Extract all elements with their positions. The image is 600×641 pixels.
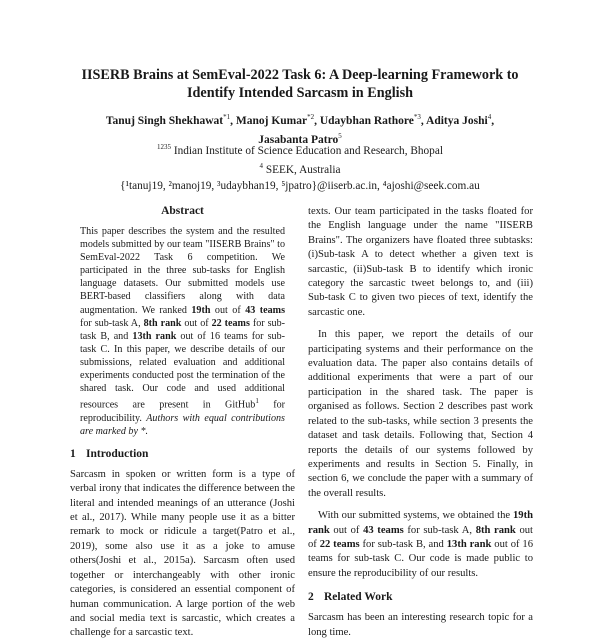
author-mark: *3 xyxy=(413,113,421,121)
affiliation-mark: 4 xyxy=(259,162,263,171)
section-title: Introduction xyxy=(86,447,149,460)
right-column xyxy=(308,205,533,640)
author-name: Udaybhan Rathore xyxy=(319,114,414,127)
affiliation-1 xyxy=(40,140,560,159)
author-name: Tanuj Singh Shekhawat xyxy=(105,114,224,127)
right-paragraph-3: With our submitted systems, we obtained the 19th rank out of 43 teams for sub-task A, 8th rank out of 22 teams for sub-task B, and 13th rank out of 16 teams for sub-task C. Our code is made public to ensure the reproducibility of our results. xyxy=(308,510,533,579)
author-name: Aditya Joshi xyxy=(426,114,488,127)
abstract-text: This paper describes the system and the resulted models submitted by our team "IISERB Brains" to SemEval-2022 Task 6 competition. We participated in the three sub-tasks for English language datasets. Our submitted models use BERT-based classifiers along with data augmentation. We ranked 19th out of 43 teams for sub-task A, 8th rank out of 22 teams for sub-task B, and 13th rank out of 16 teams for sub-task C. In this paper, we describe details of our submissions, related evaluation and additional experiments conducted post the termination of the shared task. Our code and used additional resources are present in GitHub$^1$ for reproducibility. Authors with equal contributions are marked by *. xyxy=(80,226,285,437)
affiliation-2 xyxy=(40,159,560,178)
paper-title xyxy=(40,66,560,102)
section-1-heading xyxy=(70,448,295,460)
author-emails: {¹tanuj19, ²manoj19, ³udaybhan19, ⁵jpatro}@iiserb.ac.in, ⁴ajoshi@seek.com.au xyxy=(120,179,480,192)
affiliation-text: Indian Institute of Science Education and Research, Bhopal xyxy=(173,144,443,157)
intro-text: Sarcasm in spoken or written form is a type of verbal irony that indicates the difference between the literal and intended meanings of an utterance (Joshi et al., 2017). While many people use it as a bitter remark to mock or ridicule a target(Patro et al., 2019), some also use it as a joke to amuse others(Joshi et al., 2015a). Sarcasm often used together or interchangeably with other ironic categories, is considered an essential component of human communication. A large portion of the web and social media text is sarcastic, which creates a challenge for a sarcastic text. xyxy=(70,468,295,639)
affiliation-mark: 1235 xyxy=(157,143,171,151)
author-name: Manoj Kumar xyxy=(235,114,308,127)
affiliation-text: SEEK, Australia xyxy=(265,164,341,177)
related-work-text: Sarcasm has been an interesting research topic for a long time. xyxy=(308,612,533,638)
title-line-2: Identify Intended Sarcasm in English xyxy=(186,85,413,101)
author-mark: *2 xyxy=(307,113,315,121)
author-mark: 4 xyxy=(487,113,492,121)
right-paragraph-1: texts. Our team participated in the tasks floated for the English language under the name "IISERB Brains". The organizers have floated three subtasks: (i)Sub-task A to detect whether a given text is sarcastic, (ii)Sub-task B to identify which ironic category the sarcastic tweet belongs to, and (iii) Sub-task C to given two pieces of text, identify the sarcastic one. xyxy=(308,206,533,318)
section-title: Related Work xyxy=(324,591,393,604)
author-mark: *1 xyxy=(223,113,231,121)
author-name: Jasabanta Patro xyxy=(258,133,339,146)
affiliations xyxy=(40,140,560,194)
section-2-heading xyxy=(308,591,533,603)
author-list: Tanuj Singh Shekhawat$^{*1}$, Manoj Kumar$^{*2}$, Udaybhan Rathore$^{*3}$, Aditya Joshi$^4$, Jasabanta Patro$^5$ xyxy=(105,113,495,146)
footnote-mark: 1 xyxy=(255,397,259,406)
author-mark: 5 xyxy=(338,131,342,140)
left-column xyxy=(70,205,295,641)
abstract-heading: Abstract xyxy=(161,205,204,217)
section-number: 2 xyxy=(308,591,314,604)
section-number: 1 xyxy=(70,447,76,460)
title-line-1: IISERB Brains at SemEval-2022 Task 6: A Deep-learning Framework to xyxy=(81,67,519,83)
right-paragraph-2: In this paper, we report the details of our participating systems and their performance on the evaluation data. The paper also contains details of additional experiments that were a part of our participation in the shared task. The paper is organised as follows. Section 2 describes past work related to the sub-tasks, while section 3 presents the dataset and task details. Following that, Section 4 reports the details of our systems followed by experiments and results in Section 5. Finally, in section 6, we conclude the paper with a summary of the overall results. xyxy=(308,329,533,499)
